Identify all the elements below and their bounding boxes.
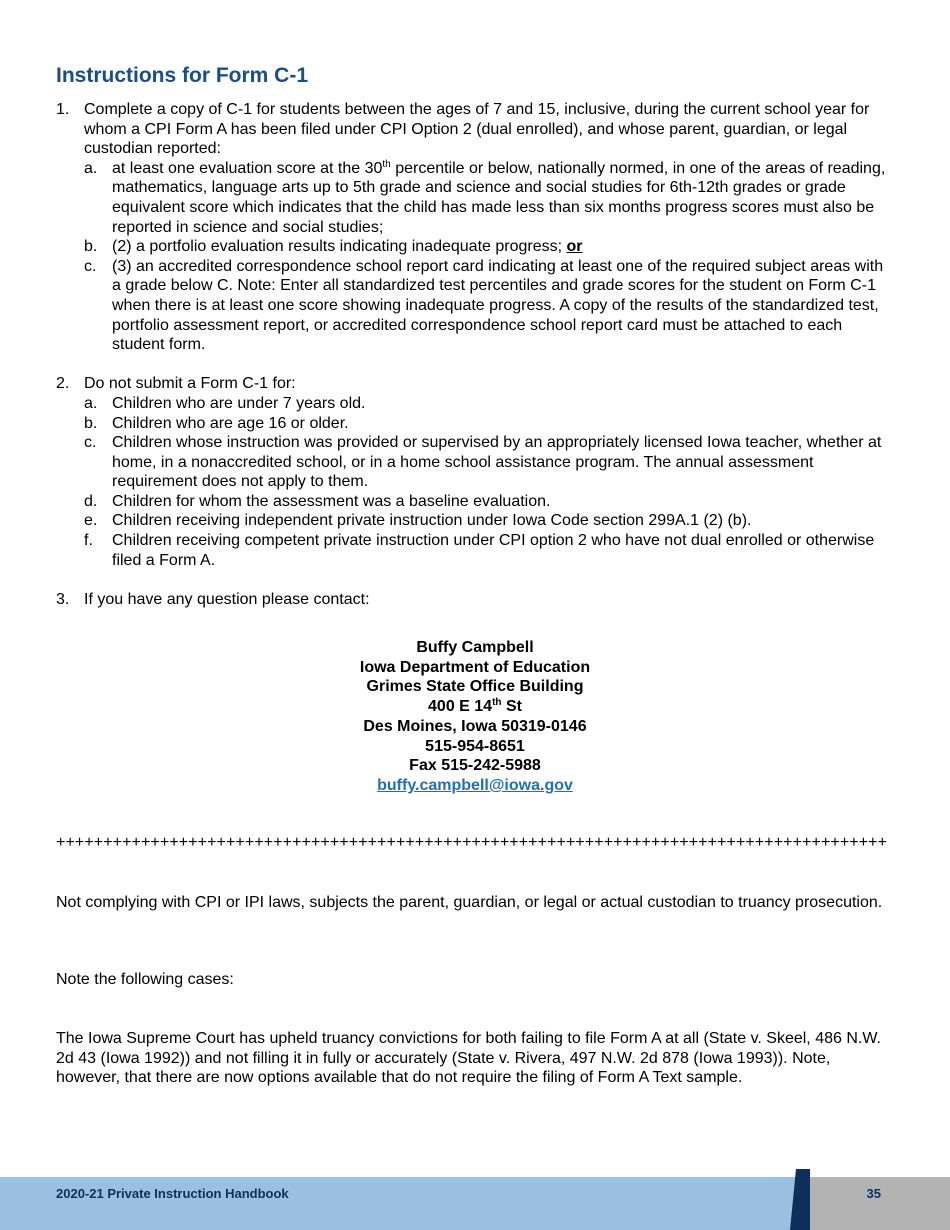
sub-item-2b [84, 414, 896, 434]
contact-building: Grimes State Office Building [366, 678, 584, 696]
list-item-text: Complete a copy of C-1 for students between the ages of 7 and 15, inclusive, during the current school year for whom a CPI Form A has been filed under CPI Option 2 (dual enrolled), and whose parent, guardian, or legal custodian reported: [84, 101, 870, 158]
sub-item-2c [84, 433, 896, 492]
sub-item-text: Children for whom the assessment was a baseline evaluation. [112, 492, 551, 510]
sub-item-1c [84, 257, 896, 355]
emphasis-or: or [566, 238, 583, 256]
sub-item-text [112, 237, 896, 257]
footer-page-number: 35 [866, 1186, 881, 1201]
court-cases-paragraph: The Iowa Supreme Court has upheld truancy convictions for both failing to file Form A at all (State v. Skeel, 486 N.W. 2d 43 (Iowa 1992)) and not filling it in fully or accurately (State v. Rivera, 497 N.W. 2d 878 (Iowa 1993)). Note, however, that there are now options available that do not require the filing of Form A Text sample. [56, 1030, 881, 1087]
sub-item-letter: a. [84, 159, 98, 177]
list-item-text: Do not submit a Form C-1 for: [84, 375, 296, 393]
sub-item-text-part: percentile or below, nationally normed, in one of the areas of reading, mathematics, language arts up to 5th grade and science and social studies for 6th-12th grades or grade equivalent score which indicates that the child has made less than six months progress scores must also be reported in science and social studies; [112, 159, 886, 236]
list-item-1 [56, 100, 896, 159]
sub-item-letter: a. [84, 394, 98, 412]
sub-list-1 [84, 159, 896, 355]
sub-item-2f [84, 531, 896, 570]
sub-item-text-part: at least one evaluation score at the 30 [112, 159, 383, 177]
contact-email-link[interactable]: buffy.campbell@iowa.gov [377, 776, 573, 794]
list-item-number: 3. [56, 590, 70, 608]
footer-slant-decoration [790, 1169, 810, 1230]
footer-slant-shape [790, 1169, 810, 1230]
contact-fax: Fax 515-242-5988 [409, 757, 541, 775]
page-title: Instructions for Form C-1 [56, 64, 309, 87]
contact-phone: 515-954-8651 [425, 737, 525, 755]
sub-list-2 [84, 394, 896, 570]
list-item-number: 2. [56, 375, 70, 393]
contact-city: Des Moines, Iowa 50319-0146 [363, 717, 587, 735]
sub-item-1b [84, 237, 896, 257]
street-part: St [501, 698, 522, 716]
sub-item-1a [84, 159, 896, 237]
sub-item-letter: c. [84, 257, 97, 275]
contact-org: Iowa Department of Education [359, 658, 591, 676]
superscript: th [492, 697, 502, 709]
sub-item-letter: d. [84, 492, 98, 510]
instructions-list [56, 100, 896, 609]
list-item-3 [56, 590, 896, 610]
note-cases-paragraph: Note the following cases: [56, 971, 234, 988]
sub-item-letter: c. [84, 434, 97, 452]
footer-handbook-title: 2020-21 Private Instruction Handbook [56, 1186, 289, 1201]
sub-item-letter: f. [84, 532, 93, 550]
sub-item-text: Children whose instruction was provided or supervised by an appropriately licensed Iowa teacher, whether at home, in a nonaccredited school, or in a home school assistance program. The annual assessment requirement does not apply to them. [112, 434, 882, 491]
truancy-paragraph: Not complying with CPI or IPI laws, subjects the parent, guardian, or legal or actual custodian to truancy prosecution. [56, 894, 883, 911]
sub-item-letter: b. [84, 238, 98, 256]
sub-item-text: Children receiving independent private instruction under Iowa Code section 299A.1 (2) (b). [112, 512, 752, 530]
sub-item-letter: b. [84, 414, 98, 432]
superscript: th [382, 158, 391, 170]
sub-item-text: Children receiving competent private instruction under CPI option 2 who have not dual enrolled or otherwise filed a Form A. [112, 532, 875, 569]
sub-item-text-part: (2) a portfolio evaluation results indicating inadequate progress; [112, 238, 567, 256]
list-item-2 [56, 374, 896, 394]
contact-street [0, 697, 950, 717]
plus-divider: ++++++++++++++++++++++++++++++++++++++++++++++++++++++++++++++++++++++++++++++++++++++++ [56, 834, 888, 851]
footer-gray-block [800, 1177, 950, 1230]
sub-item-text: Children who are under 7 years old. [112, 394, 366, 412]
contact-name: Buffy Campbell [416, 639, 534, 656]
list-item-number: 1. [56, 101, 70, 118]
page-footer [0, 1177, 950, 1230]
street-part: 400 E 14 [428, 698, 493, 716]
sub-item-text [112, 159, 896, 237]
list-item-text: If you have any question please contact: [84, 590, 370, 608]
sub-item-text: (3) an accredited correspondence school report card indicating at least one of the required subject areas with a grade below C. Note: Enter all standardized test percentiles and grade scores for the student on Form C-1 when there is at least one score showing inadequate progress. A copy of the results of the standardized test, portfolio assessment report, or accredited correspondence school report card must be attached to each student form. [112, 257, 884, 354]
contact-block [0, 638, 950, 796]
sub-item-letter: e. [84, 512, 98, 530]
sub-item-text: Children who are age 16 or older. [112, 414, 349, 432]
sub-item-2d [84, 492, 896, 512]
sub-item-2a [84, 394, 896, 414]
sub-item-2e [84, 511, 896, 531]
